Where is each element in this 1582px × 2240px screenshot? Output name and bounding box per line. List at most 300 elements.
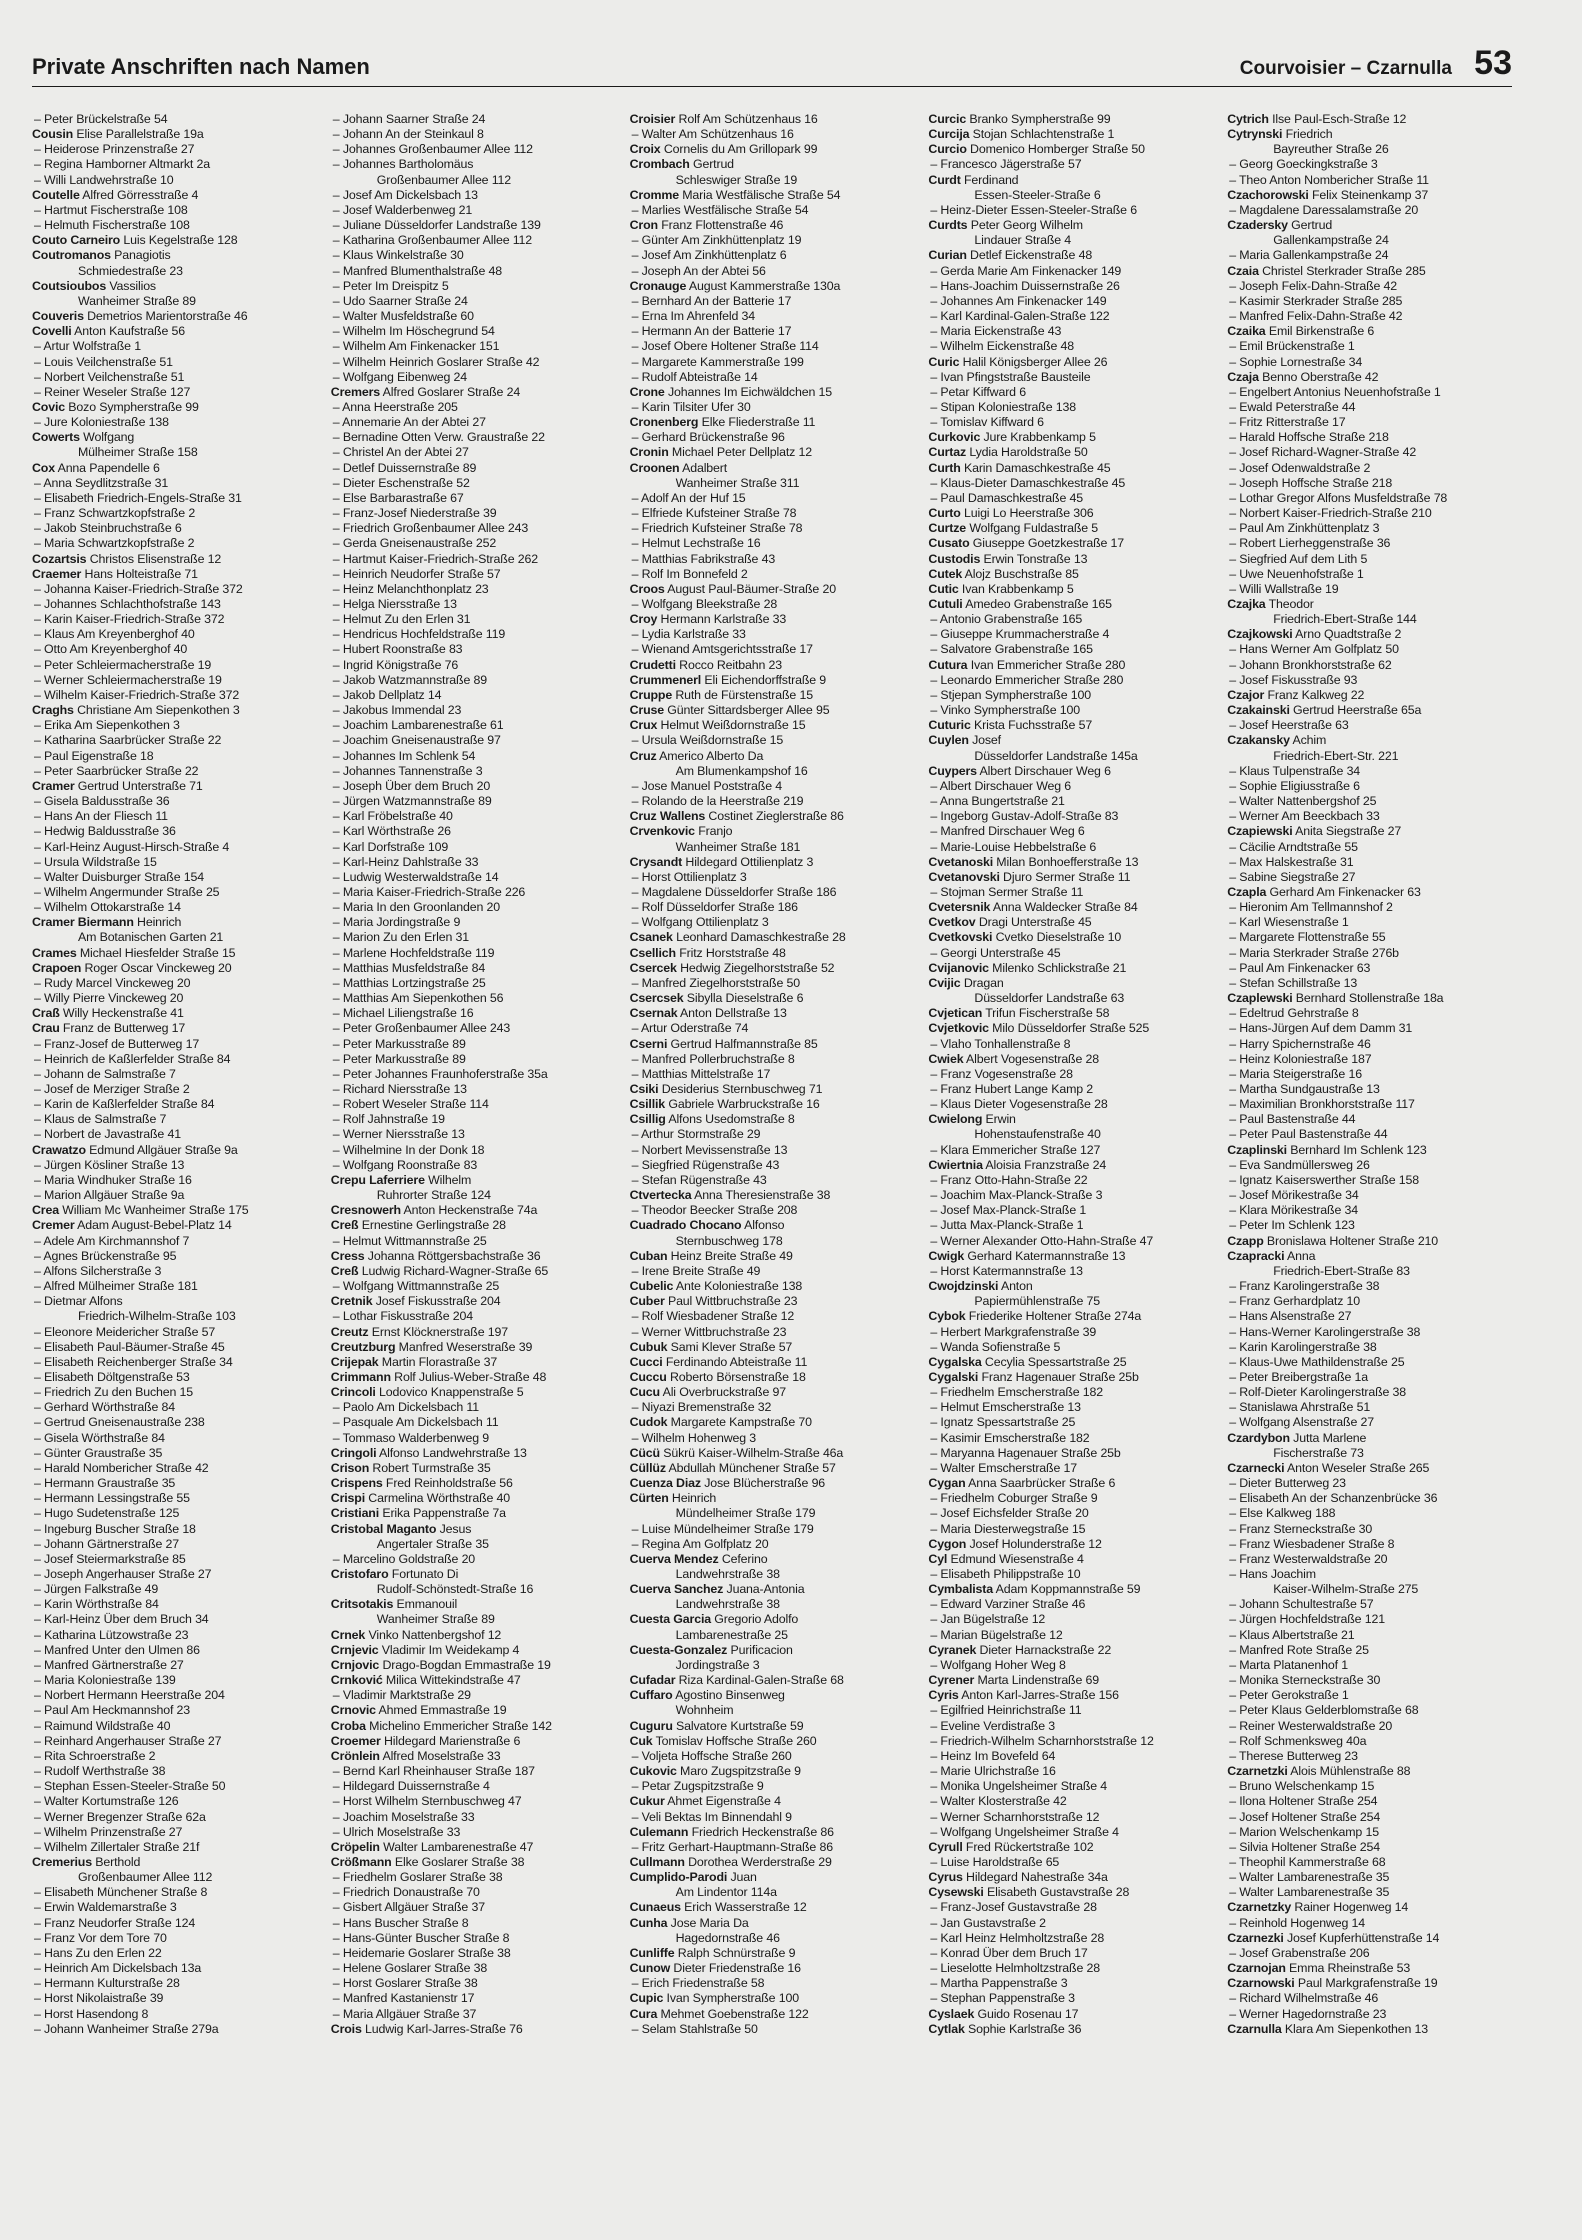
directory-sub-entry bbox=[1227, 673, 1512, 688]
entry-text: Wohnheim bbox=[675, 1703, 734, 1718]
entry-text: Jure Krabbenkamp 5 bbox=[980, 430, 1096, 445]
entry-text: – Joseph Angerhauser Straße 27 bbox=[34, 1567, 212, 1581]
surname: Cwigk bbox=[928, 1248, 965, 1263]
surname: Curcic bbox=[928, 112, 967, 126]
entry-text: – Marion Allgäuer Straße 9a bbox=[34, 1188, 185, 1203]
directory-sub-entry bbox=[928, 1385, 1213, 1400]
entry-text: – Otto Am Kreyenberghof 40 bbox=[34, 642, 188, 657]
directory-entry bbox=[928, 976, 1213, 991]
surname: Crnjovic bbox=[330, 1657, 380, 1672]
entry-text: Fortunato Di bbox=[388, 1567, 459, 1581]
entry-text: Emma Rheinstraße 53 bbox=[1285, 1961, 1411, 1976]
entry-text: Ivan Sympherstraße 100 bbox=[663, 1991, 799, 2006]
entry-text: Elke Goslarer Straße 38 bbox=[391, 1854, 525, 1869]
surname: Cutuli bbox=[928, 597, 963, 611]
entry-text: Albert Vogesenstraße 28 bbox=[963, 1051, 1099, 1066]
address-continuation bbox=[331, 1537, 616, 1552]
directory-entry bbox=[630, 673, 915, 688]
directory-sub-entry bbox=[928, 1779, 1213, 1794]
directory-sub-entry bbox=[331, 1234, 616, 1249]
directory-sub-entry bbox=[1227, 1294, 1512, 1309]
directory-sub-entry bbox=[32, 612, 317, 627]
directory-entry bbox=[928, 552, 1213, 567]
directory-sub-entry bbox=[1227, 1173, 1512, 1188]
surname: Couveris bbox=[32, 309, 84, 324]
surname: Cunaeus bbox=[629, 1900, 681, 1915]
directory-entry bbox=[928, 2007, 1213, 2022]
entry-text: – Georgi Unterstraße 45 bbox=[930, 945, 1061, 960]
directory-sub-entry bbox=[32, 112, 317, 127]
entry-text: – Rolf Wiesbadener Straße 12 bbox=[631, 1309, 795, 1324]
entry-text: Ahmed Emmastraße 19 bbox=[375, 1703, 507, 1718]
directory-entry bbox=[928, 248, 1213, 263]
surname: Cytrynski bbox=[1227, 127, 1283, 142]
surname: Cukur bbox=[629, 1794, 665, 1809]
entry-text: – Wanda Sofienstraße 5 bbox=[930, 1339, 1061, 1354]
entry-text: Gertrud bbox=[689, 157, 734, 172]
directory-entry bbox=[928, 597, 1213, 612]
entry-text: – Elisabeth An der Schanzenbrücke 36 bbox=[1229, 1491, 1438, 1506]
directory-entry bbox=[928, 461, 1213, 476]
entry-text: – Karl-Heinz Dahlstraße 33 bbox=[332, 854, 479, 869]
directory-sub-entry bbox=[331, 794, 616, 809]
directory-sub-entry bbox=[928, 400, 1213, 415]
entry-text: – Herbert Markgrafenstraße 39 bbox=[930, 1324, 1097, 1339]
entry-text: – Josef Fiskusstraße 93 bbox=[1229, 672, 1358, 687]
surname: Cutura bbox=[928, 657, 968, 672]
surname: Cretnik bbox=[330, 1294, 373, 1309]
address-continuation bbox=[630, 1234, 915, 1249]
surname: Cronauge bbox=[629, 278, 687, 293]
surname: Czapiewski bbox=[1227, 824, 1293, 839]
entry-text: – Gerda Gneisenaustraße 252 bbox=[332, 536, 497, 551]
directory-sub-entry bbox=[32, 1461, 317, 1476]
directory-sub-entry bbox=[1227, 1946, 1512, 1961]
directory-sub-entry bbox=[1227, 1628, 1512, 1643]
entry-text: Franz Hagenauer Straße 25b bbox=[978, 1369, 1139, 1384]
surname: Czarnezki bbox=[1227, 1930, 1284, 1945]
entry-text: – Bruno Welschenkamp 15 bbox=[1229, 1779, 1375, 1794]
directory-sub-entry bbox=[32, 885, 317, 900]
entry-text: – Elisabeth Döltgenstraße 53 bbox=[34, 1369, 190, 1384]
surname: Cumplido-Parodi bbox=[629, 1870, 728, 1885]
surname: Cücü bbox=[629, 1445, 660, 1460]
entry-text: – Franz Neudorfer Straße 124 bbox=[34, 1915, 196, 1930]
directory-entry bbox=[630, 1461, 915, 1476]
entry-text: – Martha Sundgaustraße 13 bbox=[1229, 1082, 1380, 1096]
entry-text: – Karl Kardinal-Galen-Straße 122 bbox=[930, 309, 1110, 324]
directory-sub-entry bbox=[1227, 157, 1512, 172]
directory-sub-entry bbox=[331, 840, 616, 855]
entry-text: – Wilhelm Ottokarstraße 14 bbox=[34, 900, 181, 915]
entry-text: Angertaler Straße 35 bbox=[376, 1536, 489, 1551]
directory-entry bbox=[331, 1855, 616, 1870]
directory-sub-entry bbox=[331, 627, 616, 642]
directory-entry bbox=[32, 552, 317, 567]
entry-text: – Hubert Roonstraße 83 bbox=[332, 642, 463, 657]
entry-text: – Josef Richard-Wagner-Straße 42 bbox=[1229, 445, 1417, 460]
directory-sub-entry bbox=[928, 491, 1213, 506]
entry-text: – Ingrid Königstraße 76 bbox=[332, 657, 459, 672]
directory-entry bbox=[630, 1249, 915, 1264]
address-continuation bbox=[1227, 1582, 1512, 1597]
address-continuation bbox=[32, 294, 317, 309]
address-continuation bbox=[928, 188, 1213, 203]
entry-text: Felix Steinenkamp 37 bbox=[1308, 187, 1429, 202]
directory-sub-entry bbox=[1227, 1825, 1512, 1840]
surname: Cvetanoski bbox=[928, 854, 994, 869]
entry-text: – Elisabeth Reichenberger Straße 34 bbox=[34, 1354, 233, 1369]
surname: Cox bbox=[32, 460, 55, 475]
entry-text: Milo Düsseldorfer Straße 525 bbox=[988, 1021, 1150, 1036]
directory-sub-entry bbox=[928, 1628, 1213, 1643]
entry-text: – Elisabeth Friedrich-Engels-Straße 31 bbox=[34, 490, 242, 505]
entry-text: – Horst Katermannstraße 13 bbox=[930, 1263, 1083, 1278]
entry-text: Wanheimer Straße 311 bbox=[675, 475, 800, 490]
directory-entry bbox=[32, 567, 317, 582]
directory-entry bbox=[630, 809, 915, 824]
entry-text: Alojz Buschstraße 85 bbox=[962, 566, 1079, 581]
entry-text: – Johann An der Steinkaul 8 bbox=[332, 127, 484, 142]
entry-text: – Rolf Im Bonnefeld 2 bbox=[631, 566, 748, 581]
surname: Cullmann bbox=[629, 1854, 685, 1869]
entry-text: – Heinz-Dieter Essen-Steeler-Straße 6 bbox=[930, 202, 1137, 217]
directory-entry bbox=[1227, 1234, 1512, 1249]
surname: Crau bbox=[32, 1021, 60, 1036]
entry-text: – Werner Wittbruchstraße 23 bbox=[631, 1324, 787, 1339]
directory-sub-entry bbox=[331, 779, 616, 794]
directory-sub-entry bbox=[32, 385, 317, 400]
surname: Cutic bbox=[928, 581, 959, 596]
address-continuation bbox=[32, 445, 317, 460]
entry-text: – Therese Butterweg 23 bbox=[1229, 1748, 1358, 1763]
directory-sub-entry bbox=[1227, 567, 1512, 582]
entry-text: Alfred Moselstraße 33 bbox=[379, 1748, 501, 1763]
directory-sub-entry bbox=[630, 1021, 915, 1036]
entry-text: Panagiotis bbox=[110, 248, 171, 263]
entry-text: – Manfred Gärtnerstraße 27 bbox=[34, 1657, 184, 1672]
entry-text: – Ewald Peterstraße 44 bbox=[1229, 399, 1356, 414]
surname: Crux bbox=[629, 718, 658, 733]
entry-text: Josef Fiskusstraße 204 bbox=[372, 1294, 501, 1309]
entry-text: – Dieter Butterweg 23 bbox=[1229, 1476, 1346, 1491]
directory-entry bbox=[630, 688, 915, 703]
entry-text: – Hieronim Am Tellmannshof 2 bbox=[1229, 900, 1393, 915]
directory-sub-entry bbox=[1227, 809, 1512, 824]
entry-text: Sibylla Dieselstraße 6 bbox=[683, 991, 804, 1006]
entry-text: – Gisela Wörthstraße 84 bbox=[34, 1430, 165, 1445]
surname: Cvetkovski bbox=[928, 930, 993, 945]
entry-text: Ernst Klöcknerstraße 197 bbox=[368, 1324, 508, 1339]
directory-sub-entry bbox=[928, 642, 1213, 657]
entry-text: – Heinz Koloniestraße 187 bbox=[1229, 1051, 1372, 1066]
surname: Cress bbox=[330, 1248, 365, 1263]
directory-entry bbox=[1227, 1461, 1512, 1476]
directory-sub-entry bbox=[1227, 1370, 1512, 1385]
entry-text: Bayreuther Straße 26 bbox=[1273, 142, 1389, 157]
entry-text: – Horst Goslarer Straße 38 bbox=[332, 1976, 478, 1991]
surname: Cutek bbox=[928, 566, 963, 581]
surname: Cringoli bbox=[330, 1445, 377, 1460]
entry-text: – Maria Eickenstraße 43 bbox=[930, 324, 1062, 339]
entry-text: – Peter Brückelstraße 54 bbox=[34, 112, 168, 126]
directory-sub-entry bbox=[928, 1446, 1213, 1461]
entry-text: – Joachim Gneisenaustraße 97 bbox=[332, 733, 501, 748]
directory-sub-entry bbox=[32, 1188, 317, 1203]
entry-text: – Luise Mündelheimer Straße 179 bbox=[631, 1521, 814, 1536]
entry-text: – Jose Manuel Poststraße 4 bbox=[631, 778, 782, 793]
directory-entry bbox=[928, 506, 1213, 521]
entry-text: Elise Parallelstraße 19a bbox=[73, 127, 204, 142]
entry-text: – Karl Wiesenstraße 1 bbox=[1229, 915, 1349, 930]
entry-text: – Jürgen Watzmannstraße 89 bbox=[332, 794, 492, 809]
surname: Cunha bbox=[629, 1915, 668, 1930]
entry-text: Stojan Schlachtenstraße 1 bbox=[969, 127, 1115, 142]
entry-text: – Franz Wiesbadener Straße 8 bbox=[1229, 1536, 1395, 1551]
entry-text: – Robert Weseler Straße 114 bbox=[332, 1097, 489, 1112]
directory-sub-entry bbox=[1227, 1991, 1512, 2006]
entry-text: – Uwe Neuenhofstraße 1 bbox=[1229, 566, 1364, 581]
surname: Curcija bbox=[928, 127, 970, 142]
entry-text: – Norbert de Javastraße 41 bbox=[34, 1127, 181, 1142]
entry-text: – Ignatz Spessartstraße 25 bbox=[930, 1415, 1076, 1430]
entry-text: – Artur Oderstraße 74 bbox=[631, 1021, 749, 1036]
entry-text: – Lothar Fiskusstraße 204 bbox=[332, 1309, 473, 1324]
directory-sub-entry bbox=[331, 1916, 616, 1931]
directory-sub-entry bbox=[32, 1991, 317, 2006]
address-continuation bbox=[331, 173, 616, 188]
directory-sub-entry bbox=[1227, 1703, 1512, 1718]
surname: Cuguru bbox=[629, 1718, 673, 1733]
directory-sub-entry bbox=[928, 1203, 1213, 1218]
directory-sub-entry bbox=[32, 1567, 317, 1582]
entry-text: Amedeo Grabenstraße 165 bbox=[962, 597, 1112, 611]
address-continuation bbox=[928, 991, 1213, 1006]
directory-entry bbox=[630, 1734, 915, 1749]
page-title: Private Anschriften nach Namen bbox=[32, 54, 370, 79]
directory-sub-entry bbox=[32, 1067, 317, 1082]
directory-sub-entry bbox=[1227, 1779, 1512, 1794]
entry-text: Trifun Fischerstraße 58 bbox=[982, 1006, 1110, 1021]
directory-entry bbox=[630, 1825, 915, 1840]
entry-text: Salvatore Kurtstraße 59 bbox=[672, 1718, 804, 1733]
directory-entry bbox=[630, 930, 915, 945]
directory-sub-entry bbox=[928, 1491, 1213, 1506]
directory-entry bbox=[331, 1491, 616, 1506]
entry-text: – Franz Schwartzkopfstraße 2 bbox=[34, 506, 196, 521]
directory-sub-entry bbox=[331, 733, 616, 748]
directory-entry bbox=[331, 2022, 616, 2037]
surname: Csiki bbox=[629, 1082, 659, 1096]
entry-text: – Johannes Am Finkenacker 149 bbox=[930, 293, 1107, 308]
directory-sub-entry bbox=[928, 385, 1213, 400]
directory-sub-entry bbox=[32, 1794, 317, 1809]
surname: Cwiertnia bbox=[928, 1157, 983, 1172]
entry-text: – Rolf Jahnstraße 19 bbox=[332, 1112, 445, 1127]
entry-text: Adam Koppmannstraße 59 bbox=[993, 1582, 1141, 1597]
entry-text: Christos Elisenstraße 12 bbox=[86, 551, 222, 566]
surname: Czaplewski bbox=[1227, 991, 1293, 1006]
directory-entry bbox=[331, 1703, 616, 1718]
entry-text: Wolfgang Fuldastraße 5 bbox=[966, 521, 1099, 536]
entry-text: – Ilona Holtener Straße 254 bbox=[1229, 1794, 1378, 1809]
directory-entry bbox=[928, 1279, 1213, 1294]
directory-sub-entry bbox=[331, 127, 616, 142]
entry-text: – Manfred Pollerbruchstraße 8 bbox=[631, 1051, 795, 1066]
entry-text: Gertrud Unterstraße 71 bbox=[74, 778, 203, 793]
entry-text: Franz Flottenstraße 46 bbox=[657, 218, 784, 233]
directory-sub-entry bbox=[331, 1825, 616, 1840]
surname: Cygan bbox=[928, 1476, 966, 1491]
directory-sub-entry bbox=[32, 991, 317, 1006]
directory-entry bbox=[32, 1855, 317, 1870]
entry-text: Ahmet Eigenstraße 4 bbox=[664, 1794, 781, 1809]
surname: Couto Carneiro bbox=[32, 233, 121, 248]
entry-text: – Bernhard An der Batterie 17 bbox=[631, 293, 792, 308]
surname: Csercek bbox=[629, 960, 677, 975]
entry-text: Johanna Röttgersbachstraße 36 bbox=[364, 1248, 541, 1263]
entry-text: Tomislav Hoffsche Straße 260 bbox=[652, 1733, 817, 1748]
directory-sub-entry bbox=[1227, 248, 1512, 263]
entry-text: – Hans Alsenstraße 27 bbox=[1229, 1309, 1352, 1324]
surname: Creß bbox=[330, 1218, 359, 1233]
entry-text: – Artur Wolfstraße 1 bbox=[34, 339, 141, 354]
entry-text: Josef bbox=[968, 733, 1001, 748]
directory-sub-entry bbox=[32, 1946, 317, 1961]
directory-entry bbox=[1227, 1900, 1512, 1915]
entry-text: – Jure Koloniestraße 138 bbox=[34, 415, 169, 430]
directory-sub-entry bbox=[1227, 355, 1512, 370]
surname: Curth bbox=[928, 460, 961, 475]
directory-sub-entry bbox=[32, 1597, 317, 1612]
directory-entry bbox=[630, 445, 915, 460]
directory-entry bbox=[630, 991, 915, 1006]
entry-text: – Hans Joachim bbox=[1229, 1567, 1316, 1581]
surname: Cucci bbox=[629, 1354, 663, 1369]
entry-text: – Elisabeth Paul-Bäumer-Straße 45 bbox=[34, 1339, 225, 1354]
entry-text: – Eveline Verdistraße 3 bbox=[930, 1718, 1056, 1733]
entry-text: – Marlene Hochfeldstraße 119 bbox=[332, 945, 495, 960]
directory-sub-entry bbox=[1227, 1719, 1512, 1734]
directory-entry bbox=[331, 1749, 616, 1764]
entry-text: – Manfred Rote Straße 25 bbox=[1229, 1642, 1369, 1657]
entry-text: Friederike Holtener Straße 274a bbox=[965, 1309, 1142, 1324]
entry-text: Vinko Nattenbergshof 12 bbox=[365, 1627, 502, 1642]
surname: Cürten bbox=[629, 1491, 669, 1506]
entry-text: – Josef Heerstraße 63 bbox=[1229, 718, 1349, 733]
entry-text: – Wolfgang Bleekstraße 28 bbox=[631, 597, 778, 611]
entry-text: – Sophie Lornestraße 34 bbox=[1229, 354, 1363, 369]
entry-text: – Karin Wörthstraße 84 bbox=[34, 1597, 159, 1612]
directory-sub-entry bbox=[630, 976, 915, 991]
entry-text: Milica Wittekindstraße 47 bbox=[382, 1673, 521, 1688]
surname: Csillik bbox=[629, 1097, 666, 1112]
entry-text: Mündelheimer Straße 179 bbox=[675, 1506, 816, 1521]
entry-text: – Hans Werner Am Golfplatz 50 bbox=[1229, 642, 1399, 657]
entry-text: – Peter Großenbaumer Allee 243 bbox=[332, 1021, 511, 1036]
entry-text: Essen-Steeler-Straße 6 bbox=[974, 187, 1101, 202]
directory-sub-entry bbox=[928, 1431, 1213, 1446]
surname: Czaia bbox=[1227, 263, 1259, 278]
entry-text: Demetrios Marientorstraße 46 bbox=[83, 309, 248, 324]
entry-text: Heinrich bbox=[668, 1491, 717, 1506]
entry-text: – Josef Steiermarkstraße 85 bbox=[34, 1551, 186, 1566]
entry-text: – Friedrich Großenbaumer Allee 243 bbox=[332, 521, 529, 536]
directory-sub-entry bbox=[1227, 1552, 1512, 1567]
directory-entry bbox=[630, 142, 915, 157]
entry-text: – Paul Am Heckmannshof 23 bbox=[34, 1703, 191, 1718]
entry-text: – Ulrich Moselstraße 33 bbox=[332, 1824, 461, 1839]
surname: Czapla bbox=[1227, 884, 1267, 899]
entry-text: Friedrich-Ebert-Str. 221 bbox=[1273, 748, 1399, 763]
entry-text: – Wilhelm Heinrich Goslarer Straße 42 bbox=[332, 354, 540, 369]
entry-text: – Friedhelm Emscherstraße 182 bbox=[930, 1385, 1104, 1400]
entry-text: – Josef Holtener Straße 254 bbox=[1229, 1809, 1381, 1824]
entry-text: – Franz Westerwaldstraße 20 bbox=[1229, 1551, 1388, 1566]
directory-entry bbox=[928, 582, 1213, 597]
entry-text: Hedwig Ziegelhorststraße 52 bbox=[676, 960, 835, 975]
entry-text: – Reinhard Angerhauser Straße 27 bbox=[34, 1733, 222, 1748]
entry-text: – Willi Wallstraße 19 bbox=[1229, 581, 1339, 596]
entry-text: – Horst Hasendong 8 bbox=[34, 2006, 149, 2021]
entry-text: Wilhelm bbox=[424, 1172, 472, 1187]
directory-entry bbox=[630, 1900, 915, 1915]
surname: Cruppe bbox=[629, 687, 673, 702]
entry-text: – Helmuth Fischerstraße 108 bbox=[34, 218, 190, 233]
directory-sub-entry bbox=[928, 1703, 1213, 1718]
page-header bbox=[32, 44, 1512, 87]
directory-sub-entry bbox=[630, 1067, 915, 1082]
entry-text: Lydia Haroldstraße 50 bbox=[966, 445, 1088, 460]
entry-text: – Werner Am Beeckbach 33 bbox=[1229, 809, 1380, 824]
directory-sub-entry bbox=[1227, 1188, 1512, 1203]
entry-text: – Jan Gustavstraße 2 bbox=[930, 1915, 1046, 1930]
entry-text: Mehmet Goebenstraße 122 bbox=[657, 2006, 809, 2021]
surname: Cwiek bbox=[928, 1051, 964, 1066]
entry-text: – Margarete Flottenstraße 55 bbox=[1229, 930, 1386, 945]
directory-column bbox=[32, 112, 317, 2222]
surname: Cronin bbox=[629, 445, 669, 460]
directory-sub-entry bbox=[1227, 1794, 1512, 1809]
directory-entry bbox=[630, 1006, 915, 1021]
entry-text: – Hans-Joachim Duissernstraße 26 bbox=[930, 278, 1120, 293]
entry-text: – Else Barbarastraße 67 bbox=[332, 490, 464, 505]
entry-text: – Vinko Sympherstraße 100 bbox=[930, 703, 1080, 718]
directory-sub-entry bbox=[1227, 900, 1512, 915]
entry-text: Branko Sympherstraße 99 bbox=[966, 112, 1111, 126]
directory-sub-entry bbox=[630, 370, 915, 385]
directory-sub-entry bbox=[331, 521, 616, 536]
entry-text: – Josef Eichsfelder Straße 20 bbox=[930, 1506, 1089, 1521]
directory-sub-entry bbox=[1227, 1127, 1512, 1142]
entry-text: – Peter Johannes Fraunhoferstraße 35a bbox=[332, 1066, 548, 1081]
directory-sub-entry bbox=[331, 1885, 616, 1900]
directory-sub-entry bbox=[630, 430, 915, 445]
entry-text: – Walter Musfeldstraße 60 bbox=[332, 309, 474, 324]
entry-text: – Maria Steigerstraße 16 bbox=[1229, 1066, 1362, 1081]
surname: Crispens bbox=[330, 1476, 383, 1491]
entry-text: – Peter Markusstraße 89 bbox=[332, 1051, 466, 1066]
entry-text: – Klaus-Uwe Mathildenstraße 25 bbox=[1229, 1354, 1405, 1369]
directory-sub-entry bbox=[1227, 461, 1512, 476]
entry-text: – Maria Kaiser-Friedrich-Straße 226 bbox=[332, 884, 526, 899]
directory-entry bbox=[630, 1112, 915, 1127]
entry-text: Fischerstraße 73 bbox=[1273, 1445, 1364, 1460]
directory-sub-entry bbox=[32, 1476, 317, 1491]
directory-entry bbox=[331, 1325, 616, 1340]
entry-text: – Lothar Gregor Alfons Musfeldstraße 78 bbox=[1229, 490, 1448, 505]
directory-sub-entry bbox=[630, 1158, 915, 1173]
